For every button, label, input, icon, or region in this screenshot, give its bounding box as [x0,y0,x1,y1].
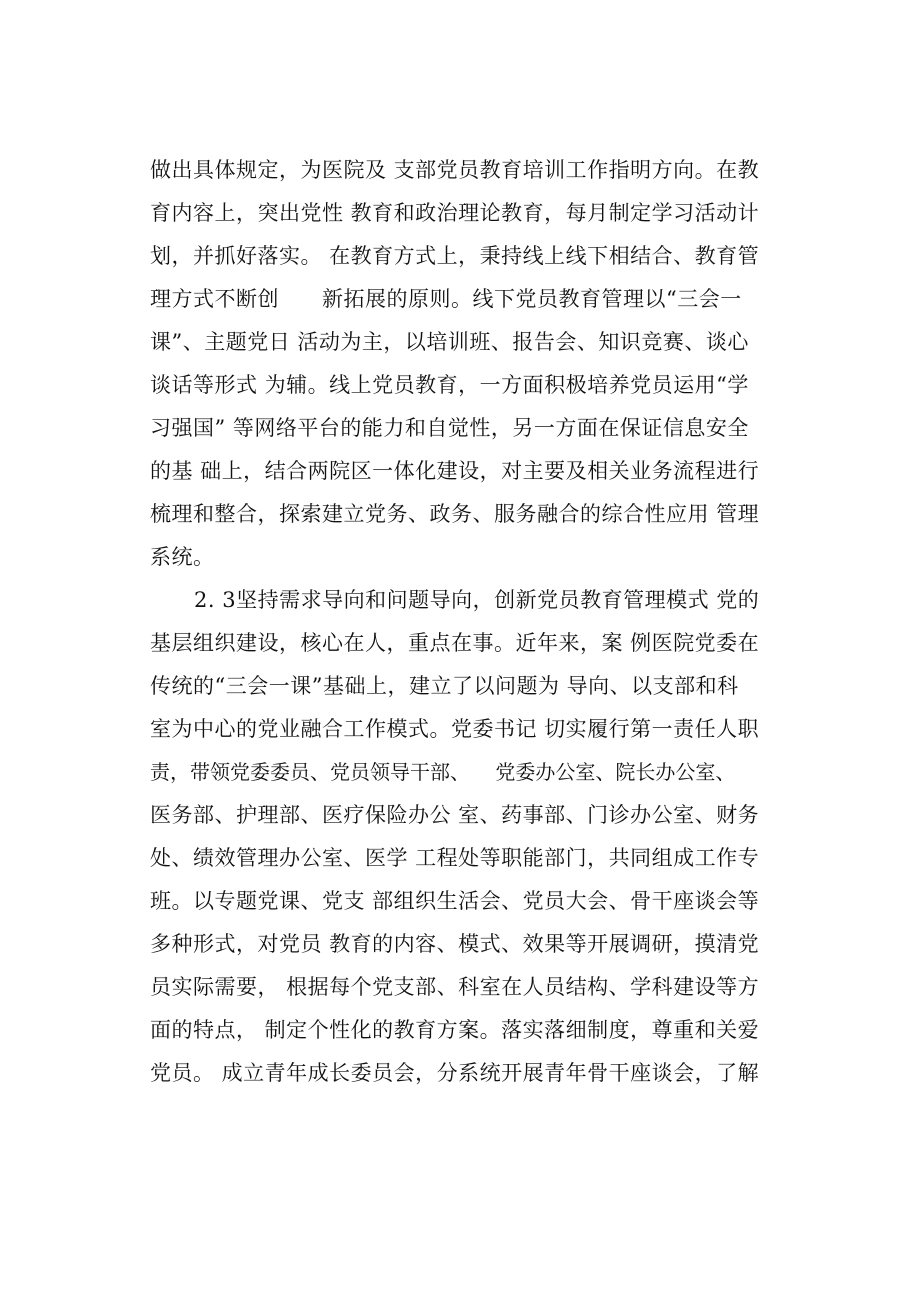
text-line: 基层组织建设，核心在人，重点在事。近年来，案 例医院党委在 [150,631,760,655]
text-line: 责，带领党委委员、党员领导干部、 党委办公室、院长办公室、 [150,760,736,784]
text-line: 划，并抓好落实。 在教育方式上，秉持线上线下相结合、教育管 [150,244,760,268]
text-line: 班。以专题党课、党支 部组织生活会、党员大会、骨干座谈会等 [150,889,760,913]
text-line: 党员。 成立青年成长委员会，分系统开展青年骨干座谈会，了解 [150,1061,760,1085]
text-line: 育内容上，突出党性 教育和政治理论教育，每月制定学习活动计 [150,201,760,225]
text-line: 医务部、护理部、医疗保险办公 室、药事部、门诊办公室、财务 [150,803,760,827]
text-line: 系统。 [150,545,215,569]
text-line: 多种形式，对党员 教育的内容、模式、效果等开展调研，摸清党 [150,932,760,956]
text-line: 的基 础上，结合两院区一体化建设，对主要及相关业务流程进行 [150,459,760,483]
section-heading-line: 2. 3坚持需求导向和问题导向，创新党员教育管理模式 党的 [194,588,760,612]
text-line: 课”、主题党日 活动为主，以培训班、报告会、知识竞赛、谈心 [150,330,749,354]
text-line: 理方式不断创 新拓展的原则。线下党员教育管理以“三会一 [150,287,742,311]
text-line: 谈话等形式 为辅。线上党员教育，一方面积极培养党员运用“学 [150,373,749,397]
text-line: 室为中心的党业融合工作模式。党委书记 切实履行第一责任人职 [150,717,760,741]
text-line: 面的特点， 制定个性化的教育方案。落实落细制度，尊重和关爱 [150,1018,760,1042]
text-line: 习强国” 等网络平台的能力和自觉性，另一方面在保证信息安全 [150,416,749,440]
text-line: 梳理和整合，探索建立党务、政务、服务融合的综合性应用 管理 [150,502,760,526]
text-line: 员实际需要， 根据每个党支部、科室在人员结构、学科建设等方 [150,975,760,999]
text-line: 传统的“三会一课”基础上，建立了以问题为 导向、以支部和科 [150,674,739,698]
text-line: 处、绩效管理办公室、医学 工程处等职能部门，共同组成工作专 [150,846,760,870]
text-line: 做出具体规定，为医院及 支部党员教育培训工作指明方向。在教 [150,158,760,182]
